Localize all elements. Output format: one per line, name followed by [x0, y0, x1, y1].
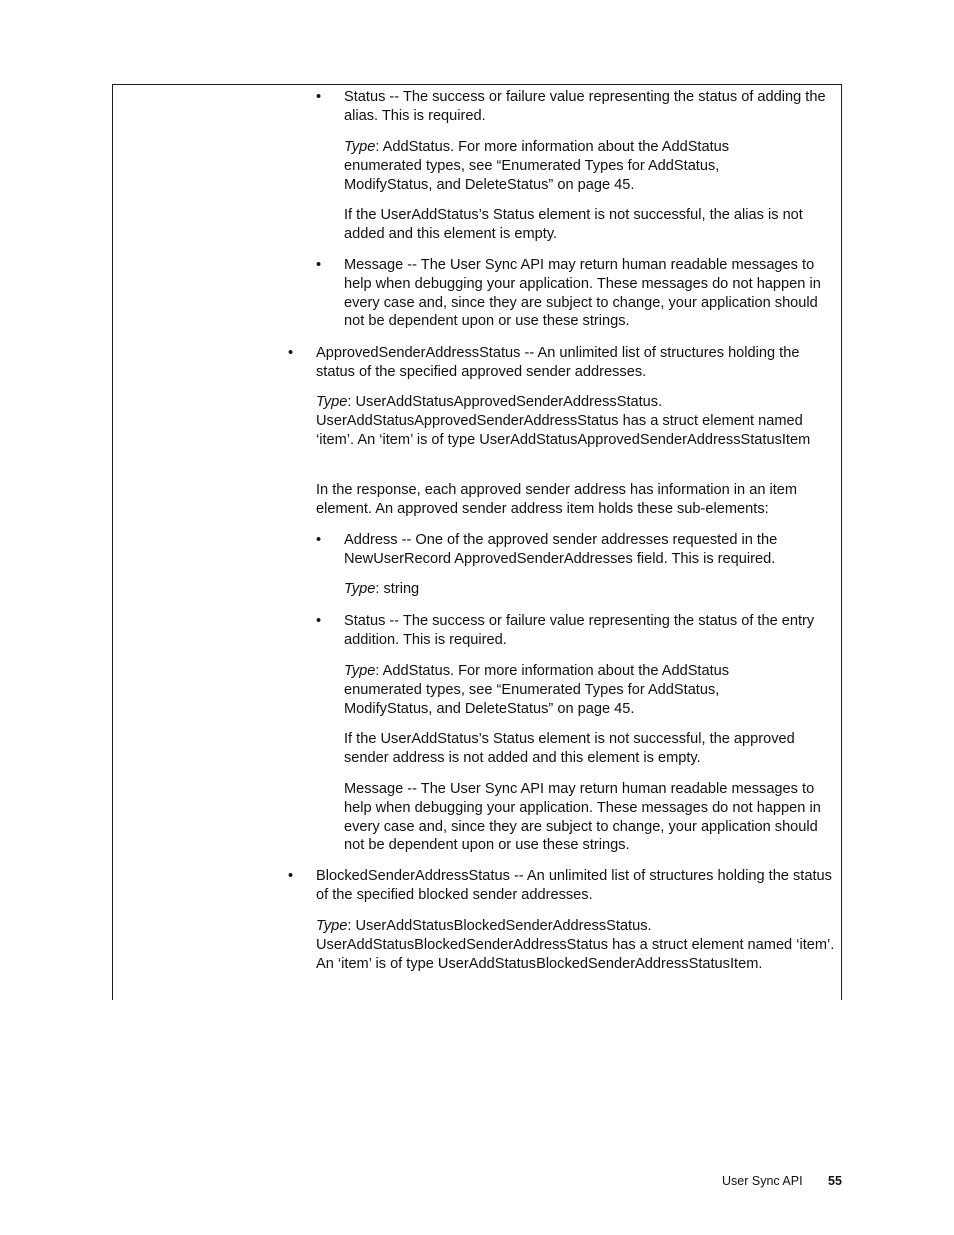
page-number: 55 — [828, 1174, 842, 1188]
bullet-marker: • — [288, 868, 294, 884]
type-text: : AddStatus. For more information about the AddStatus enumerated types, see “Enumerated Types for AddStatus, ModifyStatus, and DeleteStatus” on page 45. — [344, 139, 730, 193]
type-label: Type — [344, 581, 376, 597]
message-paragraph: Message -- The User Sync API may return human readable messages to help when debugging your application. These messages do not happen in every case and, since they are subject to change, your application should not be dependent upon or use these strings. — [344, 781, 821, 854]
type-label: Type — [344, 139, 376, 155]
type-label: Type — [344, 663, 376, 679]
type-text: : UserAddStatusBlockedSenderAddressStatus. UserAddStatusBlockedSenderAddressStatus has a struct element named ‘item’. An ‘item’ is of type UserAddStatusBlockedSenderAddressStatusItem. — [316, 918, 835, 972]
blocked-sender-status-bullet-text: BlockedSenderAddressStatus -- An unlimited list of structures holding the status of the specified blocked sender addresses. — [316, 868, 832, 903]
approved-sender-status-bullet-text: ApprovedSenderAddressStatus -- An unlimited list of structures holding the status of the specified approved sender addresses. — [316, 345, 800, 380]
approved-not-added-paragraph: If the UserAddStatus’s Status element is not successful, the approved sender address is not added and this element is empty. — [344, 731, 795, 766]
bullet-marker: • — [288, 345, 294, 361]
bullet-marker: • — [316, 613, 322, 629]
type-text: : UserAddStatusApprovedSenderAddressStatus. UserAddStatusApprovedSenderAddressStatus has a struct element named ‘item’. An ‘item’ is of type UserAddStatusApprovedSenderAddressStatusItem — [316, 394, 811, 448]
type-text: : string — [375, 581, 420, 597]
bullet-marker: • — [316, 89, 322, 105]
address-bullet-text: Address -- One of the approved sender addresses requested in the NewUserRecord ApprovedSenderAddresses field. This is required. — [344, 532, 778, 567]
alias-not-added-paragraph: If the UserAddStatus’s Status element is not successful, the alias is not added and this element is empty. — [344, 207, 803, 242]
approved-sender-type-paragraph — [316, 393, 836, 449]
entry-status-bullet-text: Status -- The success or failure value representing the status of the entry addition. This is required. — [344, 613, 815, 648]
message-bullet-text: Message -- The User Sync API may return human readable messages to help when debugging your application. These messages do not happen in every case and, since they are subject to change, your application should not be dependent upon or use these strings. — [344, 257, 821, 330]
status-type-paragraph — [344, 138, 774, 194]
bullet-marker: • — [316, 257, 322, 273]
approved-sender-response-paragraph: In the response, each approved sender address has information in an item element. An approved sender address item holds these sub-elements: — [316, 482, 798, 517]
type-text: : AddStatus. For more information about the AddStatus enumerated types, see “Enumerated Types for AddStatus, ModifyStatus, and DeleteStatus” on page 45. — [344, 663, 730, 717]
blocked-sender-type-paragraph — [316, 917, 836, 973]
type-label: Type — [316, 918, 348, 934]
entry-status-type-paragraph — [344, 662, 774, 718]
type-label: Type — [316, 394, 348, 410]
bullet-marker: • — [316, 532, 322, 548]
status-bullet-text: Status -- The success or failure value representing the status of adding the alias. This is required. — [344, 89, 826, 124]
address-type-paragraph — [344, 580, 834, 599]
footer-title: User Sync API — [722, 1174, 803, 1188]
